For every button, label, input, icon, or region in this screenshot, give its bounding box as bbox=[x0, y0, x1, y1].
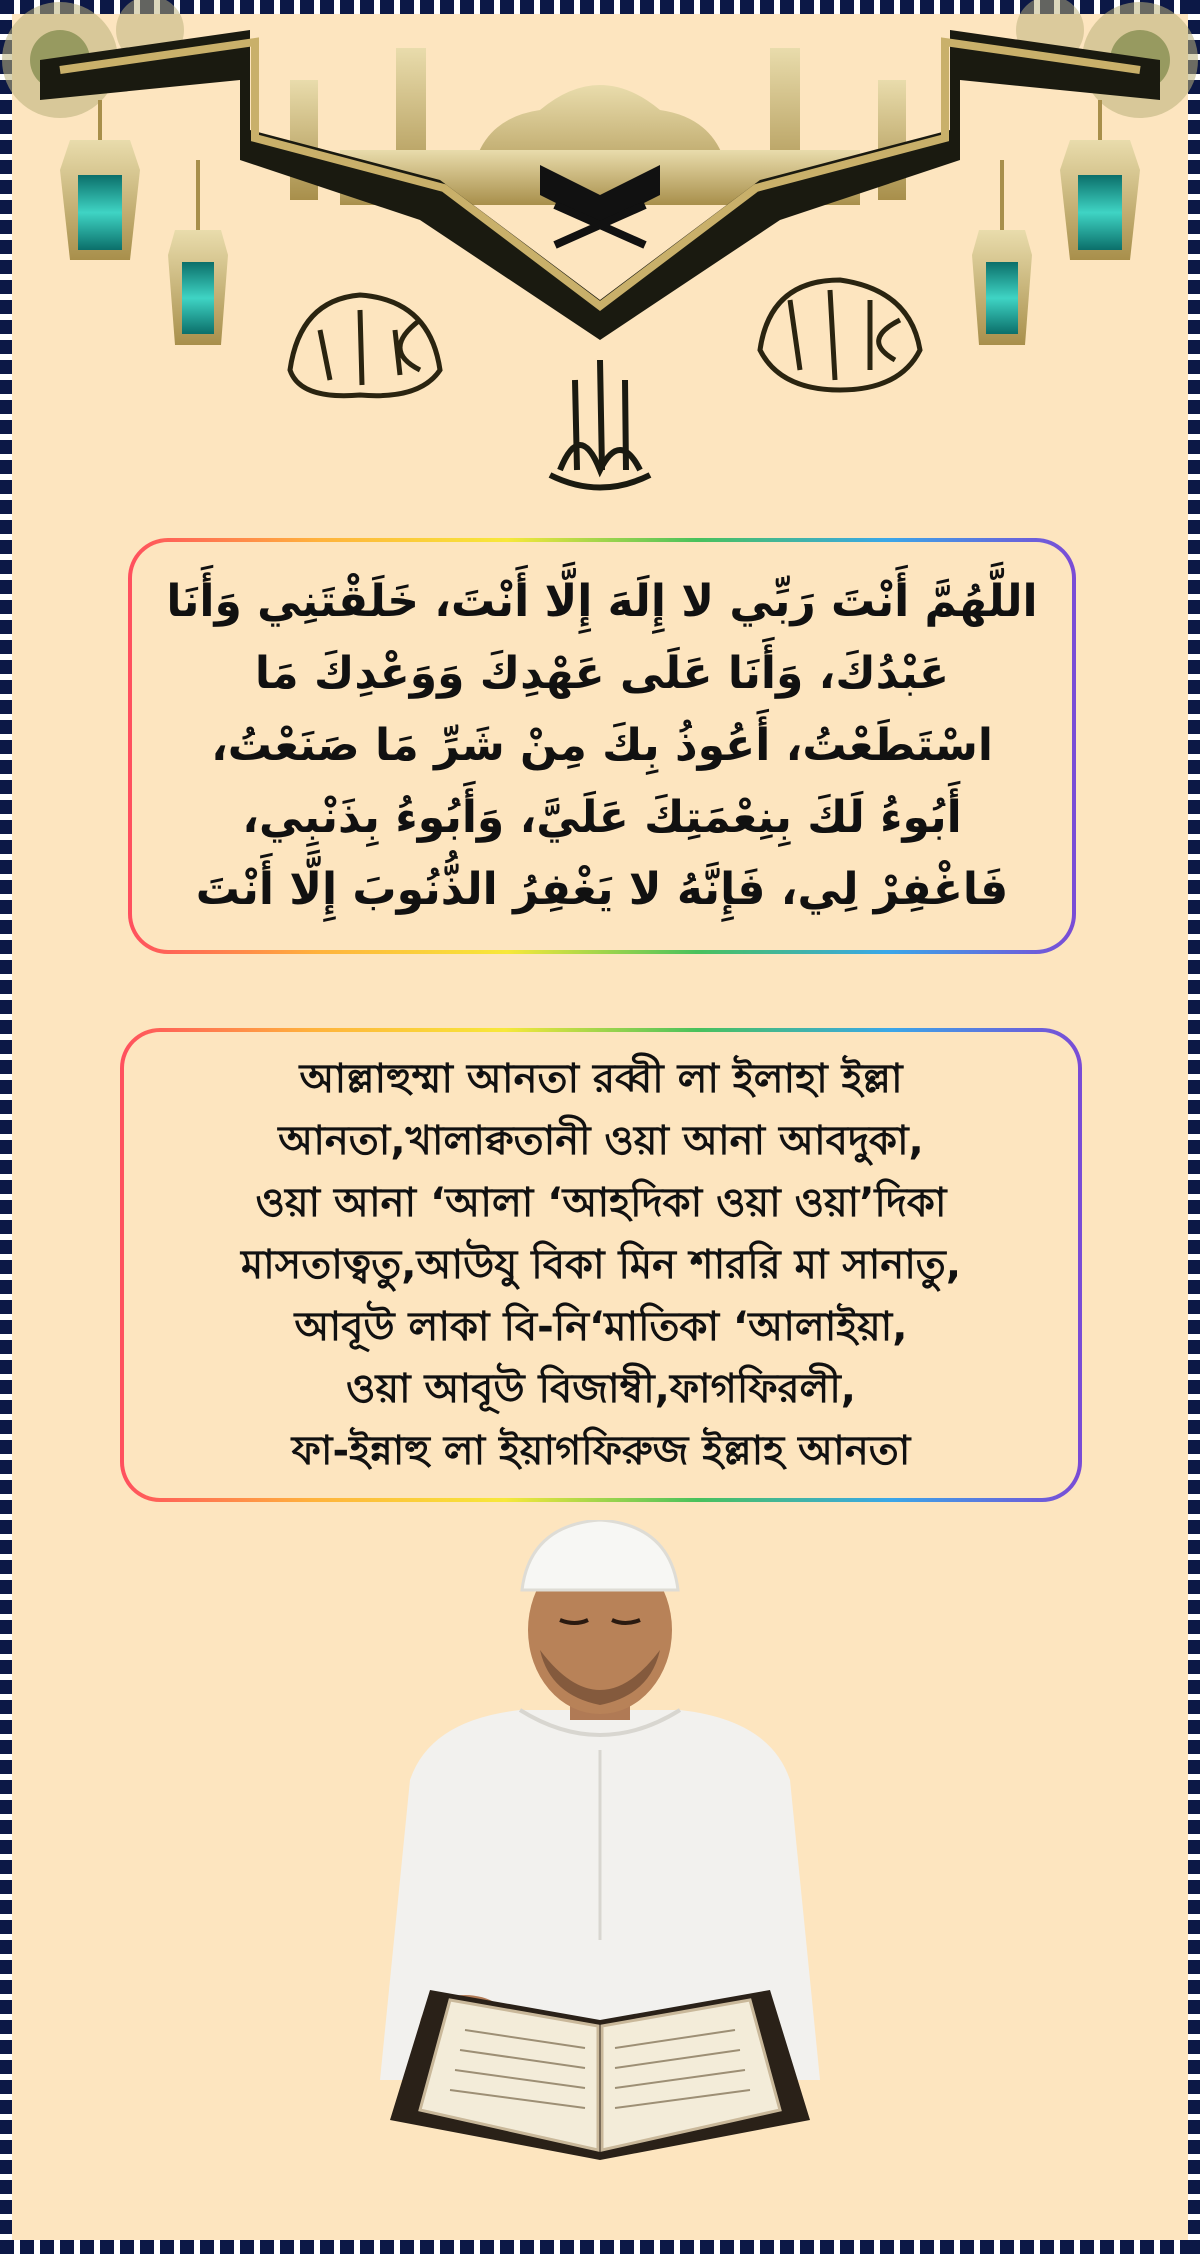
calligraphy-shahada-icon bbox=[760, 280, 920, 390]
bengali-line: আনতা,খালাক্বতানী ওয়া আনা আবদুকা, bbox=[278, 1118, 924, 1164]
header-illustration bbox=[0, 0, 1200, 520]
bengali-transliteration-content bbox=[124, 1032, 1078, 1498]
arabic-dua-line: أَبُوءُ لَكَ بِنِعْمَتِكَ عَلَيَّ، وَأَبُوءُ بِذَنْبِي، bbox=[242, 792, 962, 843]
arabic-dua-line: اسْتَطَعْتُ، أَعُوذُ بِكَ مِنْ شَرِّ مَا صَنَعْتُ، bbox=[211, 720, 993, 771]
bengali-line: মাসতাত্বতু,আউযু বিকা মিন শাররি মা সানাতু, bbox=[240, 1242, 962, 1288]
arabic-dua-line: عَبْدُكَ، وَأَنَا عَلَى عَهْدِكَ وَوَعْدِكَ مَا bbox=[254, 648, 950, 699]
arabic-dua-line: فَاغْفِرْ لِي، فَإِنَّهُ لا يَغْفِرُ الذُّنُوبَ إِلَّا أَنْتَ bbox=[195, 864, 1009, 915]
calligraphy-al-quran-icon bbox=[290, 295, 440, 396]
arabic-dua-box bbox=[128, 538, 1076, 954]
lantern-right-icon bbox=[972, 100, 1140, 345]
bengali-transliteration-box bbox=[120, 1028, 1082, 1502]
arabic-dua-content bbox=[132, 542, 1072, 950]
bengali-line: আল্লাহুম্মা আনতা রব্বী লা ইলাহা ইল্লা bbox=[299, 1056, 903, 1102]
bengali-line: ওয়া আবূউ বিজাম্বী,ফাগফিরলী, bbox=[346, 1366, 856, 1412]
bengali-line: ফা-ইন্নাহু লা ইয়াগফিরুজ ইল্লাহ আনতা bbox=[291, 1428, 911, 1474]
frame-bottom-border bbox=[0, 2240, 1200, 2254]
man-reading-quran-illustration bbox=[370, 1520, 830, 2180]
calligraphy-alhamdulillah-icon bbox=[550, 360, 650, 488]
lantern-left-icon bbox=[60, 100, 228, 345]
bengali-line: ওয়া আনা ‘আলা ‘আহদিকা ওয়া ওয়া’দিকা bbox=[255, 1180, 947, 1226]
bengali-line: আবূউ লাকা বি-নি‘মাতিকা ‘আলাইয়া, bbox=[294, 1304, 908, 1350]
arabic-dua-line: اللَّهُمَّ أَنْتَ رَبِّي لا إِلَهَ إِلَّا أَنْتَ، خَلَقْتَنِي وَأَنَا bbox=[166, 576, 1038, 627]
